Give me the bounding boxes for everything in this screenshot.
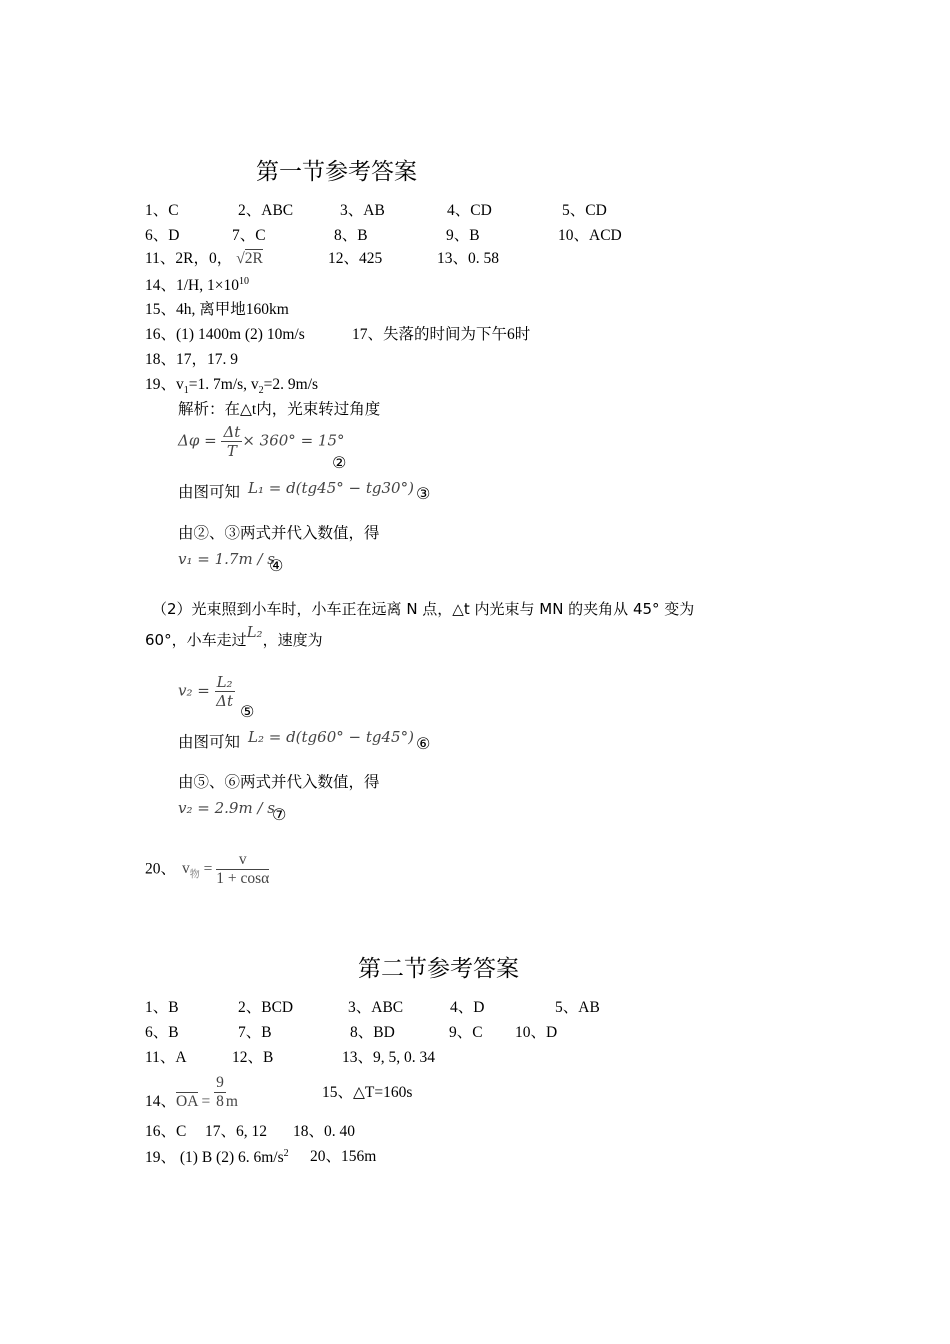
s2-answer-1: 1、B: [145, 999, 179, 1016]
s2-answer-2: 2、BCD: [238, 999, 294, 1016]
s2-answer-13: 13、9, 5, 0. 34: [342, 1049, 436, 1066]
answer-13: 13、0. 58: [437, 250, 500, 267]
eq6-label: 由图可知: [178, 734, 241, 751]
answer-4: 4、CD: [447, 202, 492, 219]
s2-answer-14-unit: m: [225, 1093, 238, 1111]
answer-9: 9、B: [446, 227, 480, 244]
answer-5: 5、CD: [562, 202, 607, 219]
answer-20-prefix: 20、: [145, 860, 177, 878]
eq5-numerator: L₂: [216, 673, 233, 691]
s2-answer-6: 6、B: [145, 1024, 179, 1041]
s2-answer-9: 9、C: [449, 1024, 483, 1041]
s2-answer-19: [145, 1148, 289, 1168]
s2-answer-10: 10、D: [515, 1024, 558, 1041]
eq5-lhs: v₂ =: [178, 681, 215, 700]
marker-2: ②: [332, 453, 347, 472]
s2-answer-14-segment: OA: [176, 1093, 198, 1111]
eq5-fraction: [215, 674, 235, 710]
s2-answer-14-fraction: [214, 1074, 226, 1111]
eq5-denominator: Δt: [216, 692, 234, 711]
equation-4: v₁ = 1.7m / s: [178, 550, 275, 568]
answer-16: 16、(1) 1400m (2) 10m/s: [145, 326, 305, 343]
solution-line-4: 由②、③两式并代入数值，得: [178, 525, 380, 542]
answer-2: 2、ABC: [238, 202, 294, 219]
eq2-numerator: Δt: [223, 423, 241, 441]
answer-14: [145, 276, 249, 296]
solution-line-7: 由⑤、⑥两式并代入数值，得: [178, 774, 380, 791]
s2-answer-4: 4、D: [450, 999, 485, 1016]
section2-title: 第二节参考答案: [358, 956, 519, 981]
answer-11: [145, 250, 263, 269]
answer-20-numerator: v: [216, 851, 269, 870]
s2-answer-5: 5、AB: [555, 999, 600, 1016]
s2-answer-19-text: 19、 (1) B (2) 6. 6m/s: [145, 1149, 284, 1167]
answer-19-part-a: 19、v: [145, 376, 184, 393]
answer-11-text: 11、2R，0，: [145, 250, 233, 267]
s2-answer-15: 15、△T=160s: [322, 1084, 413, 1101]
marker-7: ⑦: [272, 805, 287, 824]
answer-19: [145, 376, 318, 397]
eq2-lhs: Δφ =: [178, 431, 222, 450]
answer-3: 3、AB: [340, 202, 385, 219]
s2-answer-7: 7、B: [238, 1024, 272, 1041]
answer-18: 18、17，17. 9: [145, 351, 239, 368]
equation-3: L₁ = d(tg45° − tg30°): [248, 479, 414, 497]
eq3-label: 由图可知: [178, 484, 241, 501]
s2-answer-19-exponent: 2: [283, 1148, 289, 1159]
answer-19-sub-2: 2: [258, 385, 264, 397]
eq2-denominator: T: [226, 442, 237, 461]
answer-11-sqrt: 2R: [244, 250, 263, 267]
answer-19-part-b: =1. 7m/s, v: [188, 376, 259, 393]
answer-6: 6、D: [145, 227, 180, 244]
s2-answer-14-numerator: 9: [216, 1074, 224, 1091]
marker-5: ⑤: [240, 702, 255, 721]
section1-title: 第一节参考答案: [256, 159, 417, 184]
s2-answer-20: 20、156m: [310, 1148, 377, 1165]
part2-line-1: （2）光束照到小车时，小车正在远离 N 点，△t 内光束与 MN 的夹角从 45° 变为: [152, 600, 695, 618]
s2-answer-14-denominator: 8: [216, 1092, 224, 1110]
part2-text-b: ，速度为: [262, 631, 323, 649]
eq2-rhs: × 360° = 15°: [242, 431, 345, 450]
sqrt-symbol: √: [236, 250, 245, 267]
answer-8: 8、B: [334, 227, 368, 244]
eq2-fraction: [221, 424, 242, 460]
answer-20: [145, 851, 269, 888]
marker-6: ⑥: [416, 734, 431, 753]
s2-answer-3: 3、ABC: [348, 999, 404, 1016]
answer-1: 1、C: [145, 202, 179, 219]
s2-answer-16: 16、C: [145, 1123, 187, 1140]
s2-answer-17: 17、6, 12: [205, 1123, 268, 1140]
s2-answer-14: [145, 1074, 238, 1111]
part2-line-2: [145, 623, 323, 649]
answer-12: 12、425: [328, 250, 383, 267]
s2-answer-12: 12、B: [232, 1049, 274, 1066]
answer-17: 17、失落的时间为下午6时: [352, 326, 531, 343]
answer-20-equals: =: [199, 860, 217, 878]
equation-7: v₂ = 2.9m / s: [178, 799, 275, 817]
answer-7: 7、C: [232, 227, 266, 244]
part2-symbol: L₂: [246, 623, 263, 641]
answer-20-fraction: [216, 851, 269, 888]
answer-14-exponent: 10: [239, 276, 249, 287]
answer-20-subscript: 物: [189, 869, 200, 881]
equation-5: [178, 674, 235, 710]
answer-10: 10、ACD: [558, 227, 622, 244]
part2-text-a: 60°，小车走过: [145, 631, 247, 649]
s2-answer-14-prefix: 14、: [145, 1093, 177, 1111]
s2-answer-8: 8、BD: [350, 1024, 395, 1041]
s2-answer-14-equals: =: [197, 1093, 215, 1111]
solution-intro: 解析：在△t内，光束转过角度: [178, 401, 381, 418]
s2-answer-11: 11、A: [145, 1049, 187, 1066]
answer-20-denominator: 1 + cosα: [216, 869, 270, 887]
equation-2: [178, 424, 345, 460]
equation-6: L₂ = d(tg60° − tg45°): [248, 728, 414, 746]
answer-14-text: 14、1/H, 1×10: [145, 277, 239, 295]
marker-3: ③: [416, 484, 431, 503]
answer-15: 15、4h, 离甲地160km: [145, 301, 289, 318]
answer-19-sub-1: 1: [183, 385, 189, 397]
answer-20-lhs: v: [182, 860, 190, 878]
s2-answer-18: 18、0. 40: [293, 1123, 356, 1140]
answer-19-part-c: =2. 9m/s: [263, 376, 319, 393]
marker-4: ④: [269, 556, 284, 575]
